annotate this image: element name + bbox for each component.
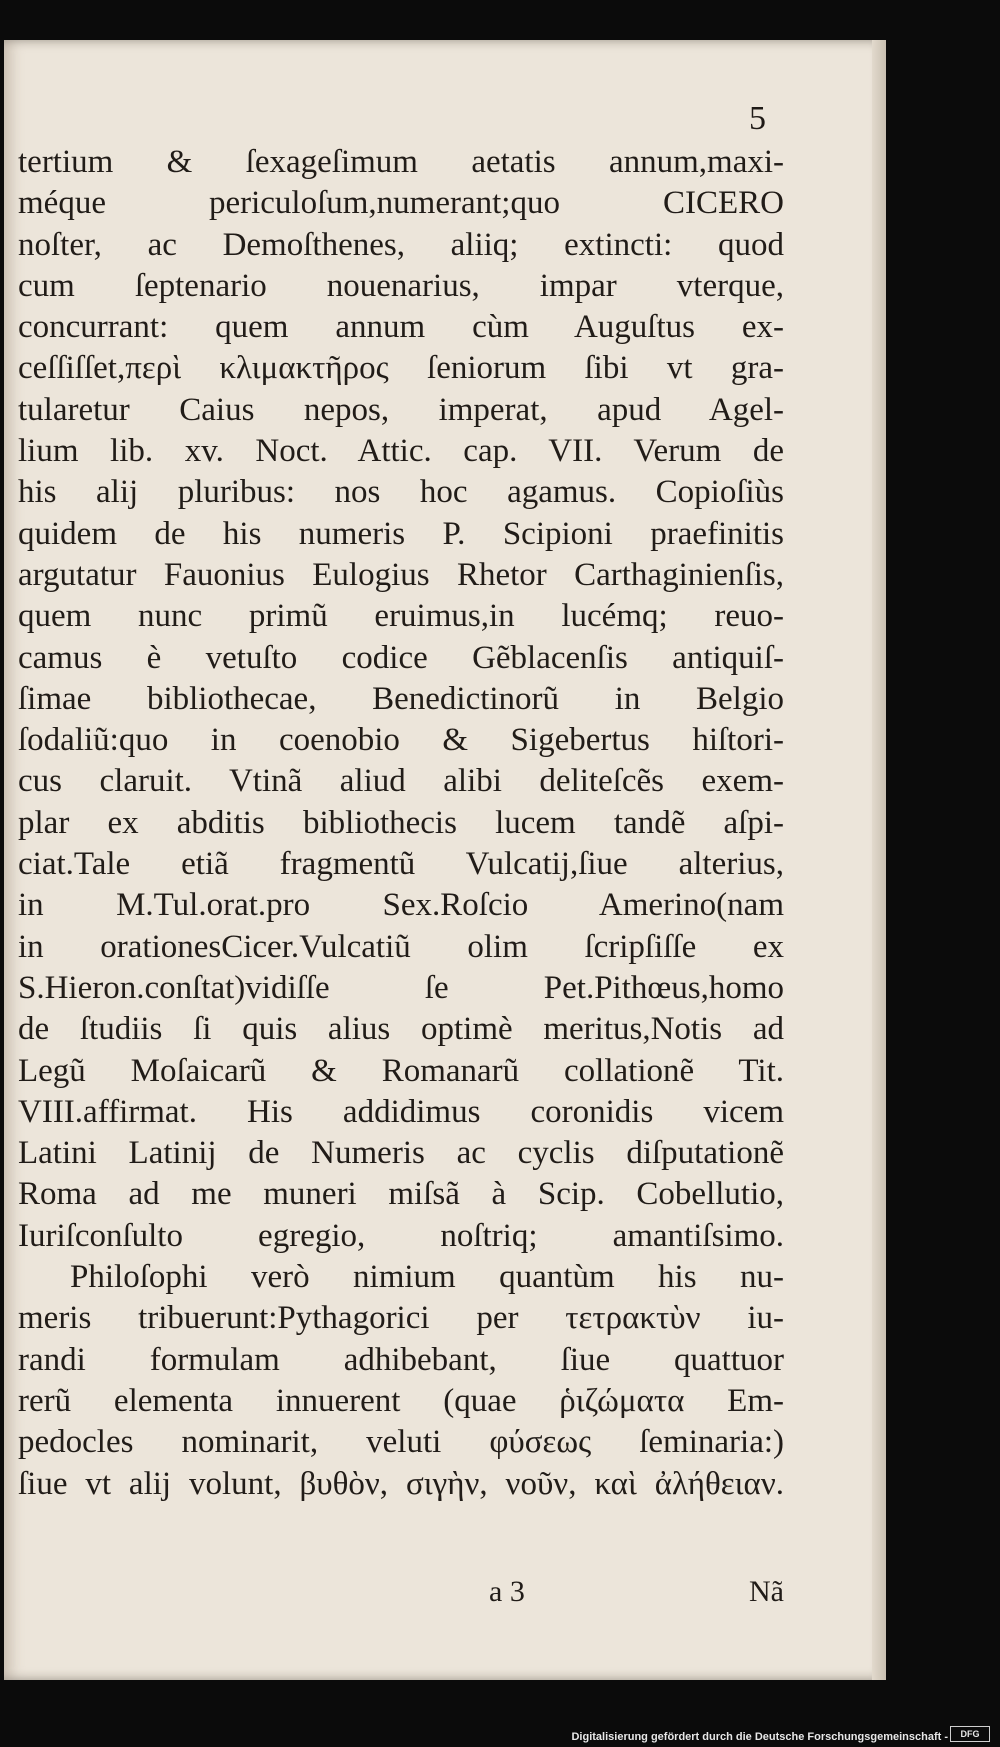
page-edge [872, 40, 886, 1680]
text-line: VIII.affirmat. His addidimus coronidis vicem [18, 1093, 784, 1130]
digitization-credit: Digitalisierung gefördert durch die Deutsche Forschungsgemeinschaft - [571, 1731, 948, 1743]
text-line: randi formulam adhibebant, ſiue quattuor [18, 1341, 784, 1378]
text-line: cum ſeptenario nouenarius, impar vterque, [18, 267, 784, 304]
text-line: tularetur Caius nepos, imperat, apud Agel- [18, 391, 784, 428]
text-line: ciat.Tale etiã fragmentũ Vulcatij,ſiue alterius, [18, 846, 784, 883]
text-line: cus claruit. Vtinã aliud alibi deliteſcẽs exem- [18, 763, 784, 800]
text-line: tertium & ſexageſimum aetatis annum,maxi- [18, 144, 784, 180]
text-line: Roma ad me muneri miſsã à Scip. Cobellutio, [18, 1176, 784, 1213]
text-line: quidem de his numeris P. Scipioni praefinitis [18, 515, 784, 552]
text-line: ſiue vt alij volunt, βυθὸν, σιγὴν, νοῦν, καὶ ἀλήθειαν. [18, 1465, 784, 1502]
text-line: Iuriſconſulto egregio, noſtriq; amantiſsimo. [18, 1217, 784, 1254]
signature-mark: a 3 [489, 1575, 525, 1608]
text-line: rerũ elementa innuerent (quae ῥιζώματα Em- [18, 1382, 784, 1419]
text-line: argutatur Fauonius Eulogius Rhetor Carthaginienſis, [18, 556, 784, 593]
page-footer-line [4, 1575, 784, 1615]
text-line: concurrant: quem annum cùm Auguſtus ex- [18, 309, 784, 346]
book-page [4, 40, 886, 1680]
text-line: méque periculoſum,numerant;quo CICERO [18, 185, 784, 222]
body-text [18, 142, 784, 1505]
text-line: in M.Tul.orat.pro Sex.Roſcio Amerino(nam [18, 887, 784, 924]
text-line: Latini Latinij de Numeris ac cyclis diſputationẽ [18, 1135, 784, 1172]
text-line: ſodaliũ:quo in coenobio & Sigebertus hiſtori- [18, 722, 784, 759]
text-line: in orationesCicer.Vulcatiũ olim ſcripſiſſe ex [18, 928, 784, 965]
page-number: 5 [749, 100, 766, 137]
catchword: Nã [749, 1575, 784, 1608]
text-line: S.Hieron.conſtat)vidiſſe ſe Pet.Pithœus,homo [18, 969, 784, 1006]
text-line: quem nunc primũ eruimus,in lucémq; reuo- [18, 598, 784, 635]
text-line: ceſſiſſet,περὶ κλιμακτῆρος ſeniorum ſibi vt gra- [18, 350, 784, 387]
text-line: noſter, ac Demoſthenes, aliiq; extincti: quod [18, 226, 784, 263]
text-line: de ſtudiis ſi quis alius optimè meritus,Notis ad [18, 1011, 784, 1048]
dfg-logo: DFG [950, 1726, 990, 1742]
text-line: his alij pluribus: nos hoc agamus. Copioſiùs [18, 474, 784, 511]
text-line: Legũ Moſaicarũ & Romanarũ collationẽ Tit. [18, 1052, 784, 1089]
text-line: lium lib. xv. Noct. Attic. cap. VII. Verum de [18, 433, 784, 470]
text-line: plar ex abditis bibliothecis lucem tandẽ aſpi- [18, 804, 784, 841]
text-line: meris tribuerunt:Pythagorici per τετρακτὺν iu- [18, 1300, 784, 1337]
paragraph-start-line: Philoſophi verò nimium quantùm his nu- [70, 1259, 784, 1296]
text-line: pedocles nominarit, veluti φύσεως ſeminaria:) [18, 1424, 784, 1461]
text-line: ſimae bibliothecae, Benedictinorũ in Belgio [18, 680, 784, 717]
text-line: camus è vetuſto codice Gẽblacenſis antiquiſ- [18, 639, 784, 676]
